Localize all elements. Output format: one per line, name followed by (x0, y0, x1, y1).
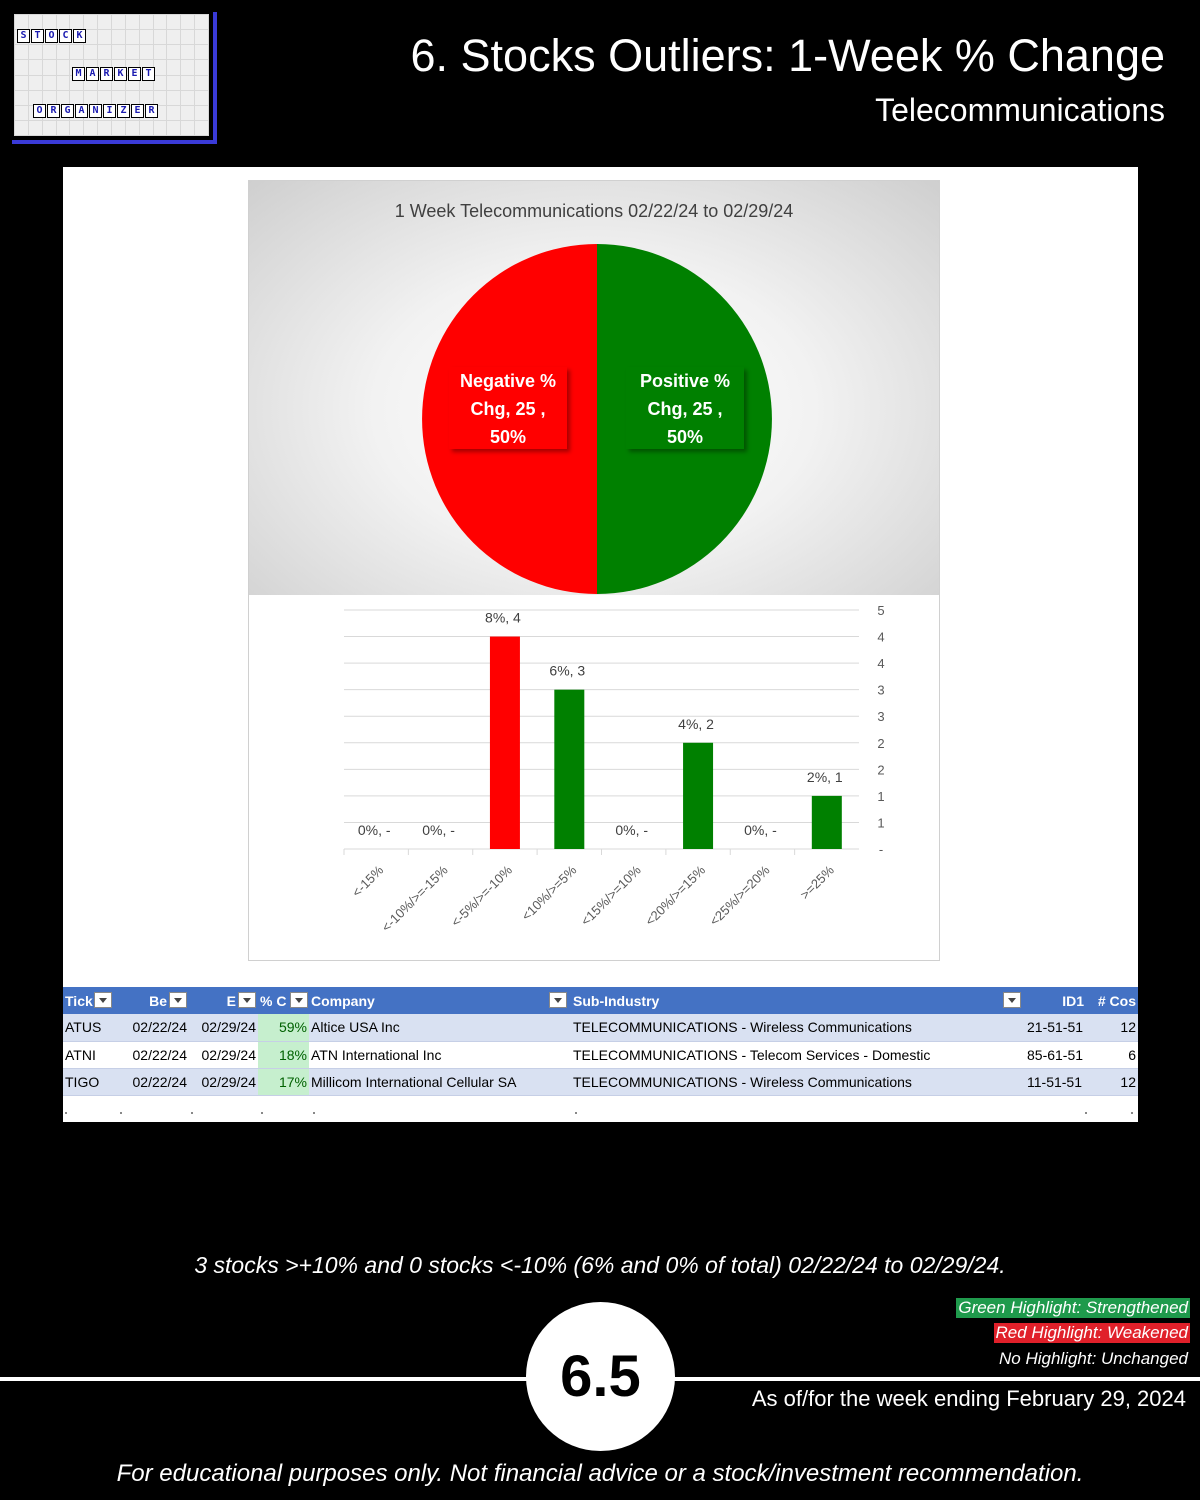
table-cell: 6 (1086, 1041, 1138, 1068)
y-tick-label: 3 (877, 709, 885, 725)
table-cell: ATN International Inc (309, 1041, 571, 1068)
column-header-label: Be (149, 992, 167, 1009)
pie-label-negative-line2: Chg, 25 , (470, 399, 546, 419)
bar-3 (554, 690, 584, 849)
bar-chart (249, 595, 939, 960)
table-cell: TELECOMMUNICATIONS - Wireless Communications (571, 1014, 1025, 1041)
table-cell: 21-51-51 (1025, 1014, 1086, 1041)
pie-label-negative-line1: Negative % (459, 371, 557, 391)
table-dot (1085, 1112, 1087, 1114)
as-of-date: As of/for the week ending February 29, 2024 (751, 1386, 1186, 1411)
page-number-badge: 6.5 (526, 1302, 675, 1451)
filter-dropdown-icon[interactable] (290, 992, 308, 1008)
bar-data-label: 2%, 1 (806, 768, 843, 785)
column-header-label: # Cos (1097, 992, 1136, 1009)
x-category-label: <-15% (348, 862, 387, 900)
y-tick-label: 2 (877, 762, 885, 778)
logo-letter: I (103, 104, 116, 118)
column-header[interactable] (189, 987, 258, 1014)
bar-data-label: 4%, 2 (678, 715, 714, 732)
y-tick-label: 4 (877, 656, 885, 672)
bar-data-label: 0%, - (357, 822, 391, 838)
logo-letter: Z (117, 104, 130, 118)
logo-word-organizer (33, 104, 158, 118)
bar-2 (490, 637, 520, 849)
table-dot (120, 1112, 122, 1114)
table-cell: TELECOMMUNICATIONS - Telecom Services - Domestic (571, 1041, 1025, 1068)
column-header[interactable] (63, 987, 116, 1014)
legend-green: Green Highlight: Strengthened (958, 1298, 1188, 1317)
table-row[interactable] (63, 1014, 1138, 1041)
disclaimer: For educational purposes only. Not financial advice or a stock/investment recommendation. (116, 1460, 1084, 1487)
pie-label-positive-line2: Chg, 25 , (647, 399, 723, 419)
logo (12, 12, 217, 144)
logo-letter: O (33, 104, 46, 118)
y-tick-label: 2 (877, 735, 885, 751)
table-cell: 18% (258, 1041, 309, 1068)
table-row[interactable] (63, 1041, 1138, 1068)
column-header-label: % C (260, 992, 287, 1009)
pie-label-positive (626, 367, 744, 449)
logo-letter: E (131, 104, 144, 118)
summary-text: 3 stocks >+10% and 0 stocks <-10% (6% and 0% of total) 02/22/24 to 02/29/24. (194, 1252, 1006, 1278)
column-header-label: ID1 (1062, 992, 1084, 1009)
x-category-label: <10%/>=5% (518, 862, 580, 924)
column-header-label: Sub-Industry (573, 992, 660, 1009)
table-header-row (63, 987, 1138, 1014)
logo-letter: N (89, 104, 102, 118)
table-cell: 59% (258, 1014, 309, 1041)
x-category-label: <20%/>=15% (642, 862, 709, 929)
table-cell: TIGO (63, 1068, 116, 1095)
bar-5 (683, 743, 713, 849)
pie-chart-area (249, 181, 939, 595)
table-cell: 02/29/24 (189, 1014, 258, 1041)
column-header[interactable] (1025, 987, 1086, 1014)
column-header[interactable] (1086, 987, 1138, 1014)
table-cell: 02/29/24 (189, 1041, 258, 1068)
filter-dropdown-icon[interactable] (1003, 992, 1021, 1008)
x-category-label: <-10%/>=-15% (378, 862, 451, 935)
bar-data-label: 0%, - (615, 822, 649, 838)
table-cell: 02/22/24 (116, 1041, 189, 1068)
table-cell: 17% (258, 1068, 309, 1095)
table-cell: Altice USA Inc (309, 1014, 571, 1041)
y-tick-label: 1 (877, 815, 885, 831)
table-dot (65, 1112, 67, 1114)
table-dots (63, 1108, 1138, 1120)
logo-letter: R (47, 104, 60, 118)
table-dot (575, 1112, 577, 1114)
logo-letter: A (75, 104, 88, 118)
column-header-label: Company (311, 992, 375, 1009)
table-dot (1131, 1112, 1133, 1114)
y-tick-label: 1 (877, 788, 885, 804)
filter-dropdown-icon[interactable] (238, 992, 256, 1008)
logo-letter: C (59, 29, 72, 43)
table-cell: 12 (1086, 1014, 1138, 1041)
table-cell: 11-51-51 (1025, 1068, 1086, 1095)
table-dot (261, 1112, 263, 1114)
x-category-label: <-5%/>=-10% (447, 862, 516, 930)
column-header[interactable] (258, 987, 309, 1014)
table-cell: Millicom International Cellular SA (309, 1068, 571, 1095)
table-cell: 02/29/24 (189, 1068, 258, 1095)
table-cell: 02/22/24 (116, 1014, 189, 1041)
logo-letter: R (100, 67, 113, 81)
filter-dropdown-icon[interactable] (549, 992, 567, 1008)
bar-7 (812, 796, 842, 849)
x-category-label: >=25% (797, 862, 837, 903)
table-dot (191, 1112, 193, 1114)
logo-letter: K (114, 67, 127, 81)
filter-dropdown-icon[interactable] (94, 992, 112, 1008)
column-header[interactable] (116, 987, 189, 1014)
pie-label-positive-line3: 50% (666, 427, 704, 447)
filter-dropdown-icon[interactable] (169, 992, 187, 1008)
page-title: 6. Stocks Outliers: 1-Week % Change (410, 30, 1165, 81)
table-cell: ATUS (63, 1014, 116, 1041)
pie-chart (249, 181, 939, 595)
column-header[interactable] (571, 987, 1025, 1014)
logo-word-market (72, 67, 155, 81)
logo-letter: K (73, 29, 86, 43)
y-tick-label: 4 (877, 629, 885, 645)
outliers-table (63, 987, 1138, 1096)
column-header-label: E (226, 992, 236, 1009)
table-cell: ATNI (63, 1041, 116, 1068)
x-category-label: <25%/>=20% (706, 862, 773, 929)
logo-letter: T (31, 29, 44, 43)
y-tick-label: - (878, 842, 884, 857)
table-cell: 85-61-51 (1025, 1041, 1086, 1068)
table-row[interactable] (63, 1068, 1138, 1095)
logo-letter: O (45, 29, 58, 43)
x-category-label: <15%/>=10% (577, 862, 644, 929)
logo-letter: M (72, 67, 85, 81)
table-cell: 02/22/24 (116, 1068, 189, 1095)
pie-label-negative (449, 367, 567, 449)
bar-data-label: 0%, - (744, 822, 777, 838)
table-cell: 12 (1086, 1068, 1138, 1095)
page-subtitle: Telecommunications (875, 92, 1165, 128)
column-header-label: Tick (65, 992, 93, 1009)
logo-letter: A (86, 67, 99, 81)
table-cell: TELECOMMUNICATIONS - Wireless Communications (571, 1068, 1025, 1095)
logo-letter: G (61, 104, 74, 118)
y-tick-label: 5 (877, 603, 885, 618)
y-tick-label: 3 (877, 682, 885, 698)
chart-frame (248, 180, 940, 961)
pie-label-positive-line1: Positive % (639, 371, 731, 391)
logo-letter: R (145, 104, 158, 118)
bar-data-label: 0%, - (422, 822, 455, 838)
pie-chart-title: 1 Week Telecommunications 02/22/24 to 02/29/24 (394, 201, 794, 221)
logo-letter: E (128, 67, 141, 81)
legend-none: No Highlight: Unchanged (998, 1349, 1188, 1368)
table-dot (313, 1112, 315, 1114)
logo-letter: T (142, 67, 155, 81)
chart-panel (63, 167, 1138, 1122)
logo-word-stock (17, 29, 86, 43)
column-header[interactable] (309, 987, 571, 1014)
legend-red: Red Highlight: Weakened (995, 1323, 1188, 1342)
bar-data-label: 6%, 3 (549, 662, 586, 679)
pie-label-negative-line3: 50% (489, 427, 527, 447)
bar-data-label: 8%, 4 (485, 609, 521, 626)
logo-letter: S (17, 29, 30, 43)
